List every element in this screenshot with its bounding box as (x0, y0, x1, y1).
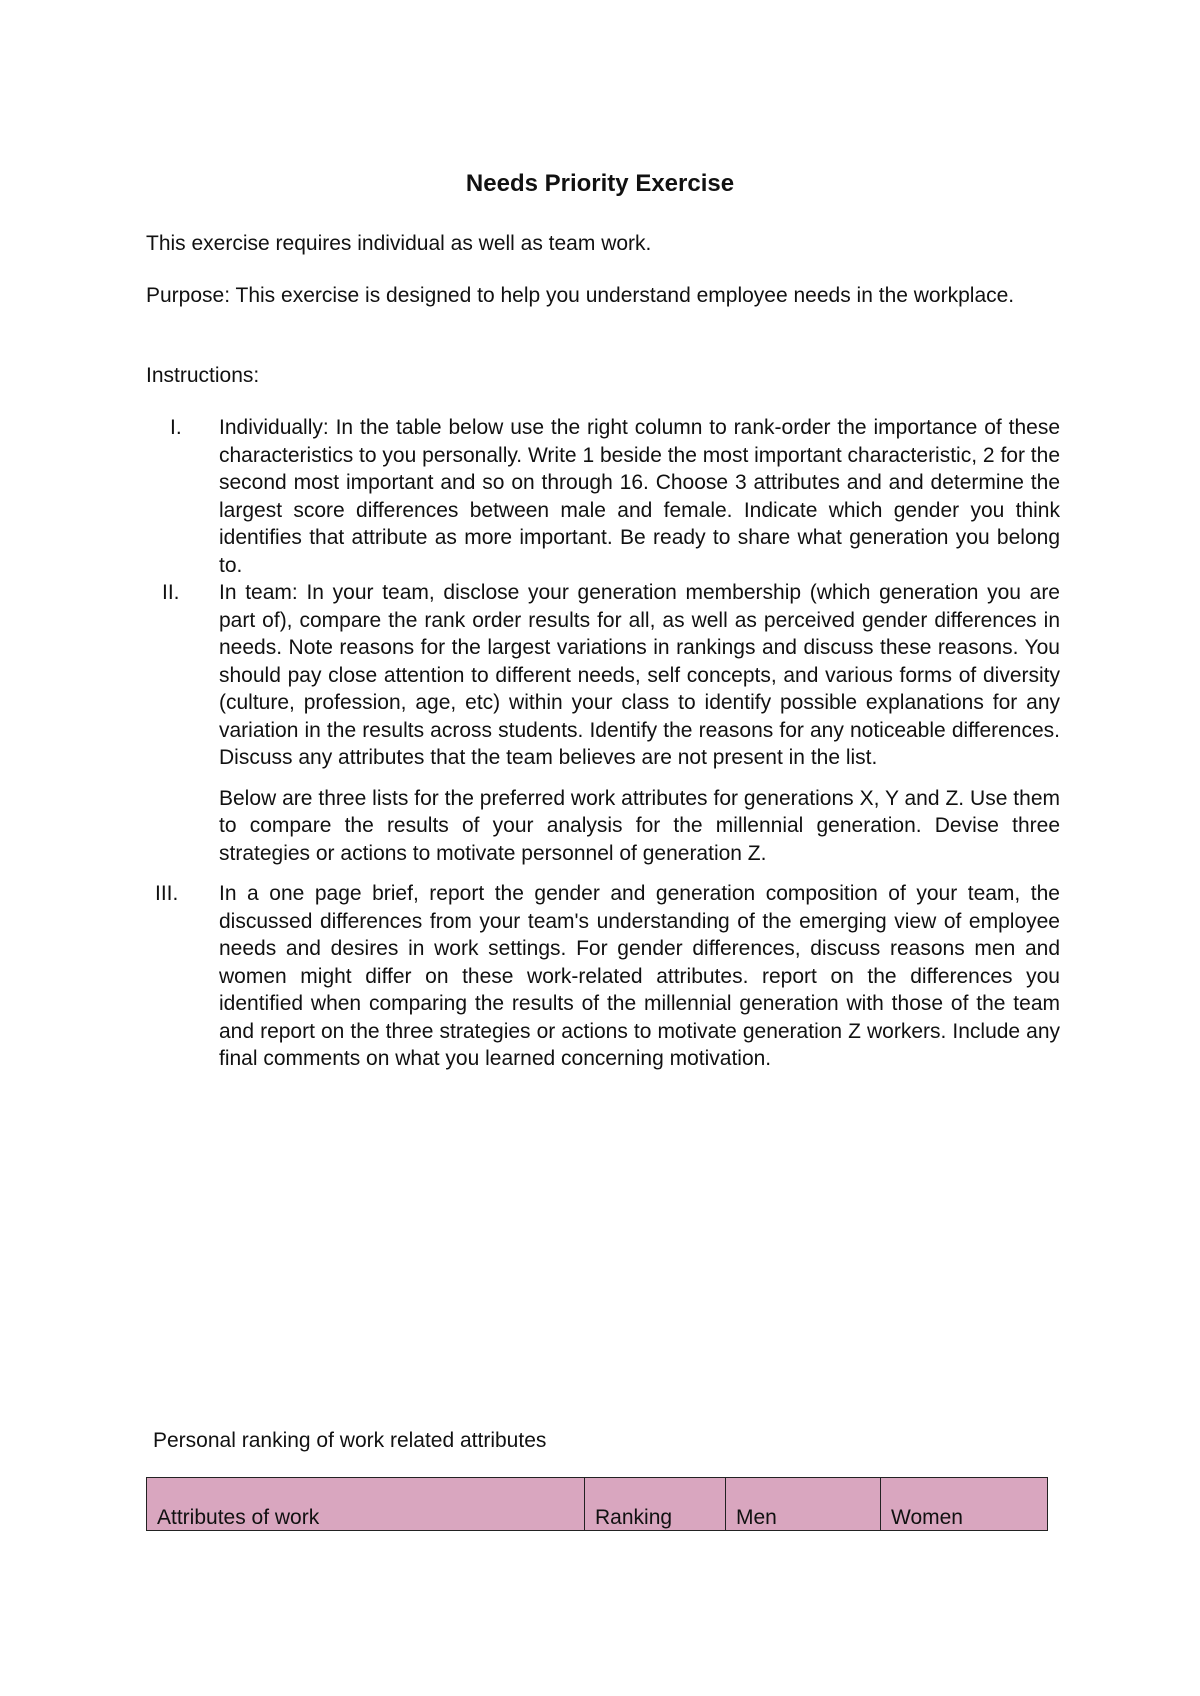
instruction-numeral: II. (162, 581, 180, 604)
column-header-attributes: Attributes of work (147, 1478, 585, 1531)
purpose-text: Purpose: This exercise is designed to help you understand employee needs in the workplace. (146, 284, 1015, 307)
instructions-label: Instructions: (146, 364, 260, 387)
table-caption: Personal ranking of work related attributes (153, 1429, 547, 1452)
instruction-numeral: III. (155, 882, 179, 905)
column-header-men: Men (726, 1478, 881, 1531)
column-header-ranking: Ranking (585, 1478, 726, 1531)
intro-text: This exercise requires individual as well as team work. (146, 232, 652, 255)
instruction-text: Individually: In the table below use the right column to rank-order the importance of these characteristics to you personally. Write 1 beside the most important characteristic, 2 for the second most important and so on through 16. Choose 3 attributes and and determine the largest score differences between male and female. Indicate which gender you think identifies that attribute as more important. Be ready to share what generation you belong to. (219, 416, 1060, 577)
instruction-item (146, 880, 1060, 1073)
instructions-list (146, 414, 1060, 1073)
page-title: Needs Priority Exercise (465, 170, 735, 197)
instruction-text: In a one page brief, report the gender and generation composition of your team, the discussed differences from your team's understanding of the emerging view of employee needs and desires in work settings. For gender differences, discuss reasons men and women might differ on these work-related attributes. report on the differences you identified when comparing the results of the millennial generation with those of the team and report on the three strategies or actions to motivate generation Z workers. Include any final comments on what you learned concerning motivation. (219, 882, 1060, 1070)
table-header-row (147, 1478, 1048, 1531)
instruction-item (146, 414, 1060, 579)
instruction-numeral: I. (170, 416, 182, 439)
column-header-women: Women (881, 1478, 1048, 1531)
instruction-subtext: Below are three lists for the preferred work attributes for generations X, Y and Z. Use them to compare the results of your analysis for the millennial generation. Devise three strategies or actions to motivate personnel of generation Z. (219, 786, 1060, 865)
instruction-text: In team: In your team, disclose your generation membership (which generation you are part of), compare the rank order results for all, as well as perceived gender differences in needs. Note reasons for the largest variations in rankings and discuss these reasons. You should pay close attention to different needs, self concepts, and various forms of diversity (culture, profession, age, etc) within your class to identify possible explanations for any variation in the results across students. Identify the reasons for any noticeable differences. Discuss any attributes that the team believes are not present in the list. (219, 581, 1060, 769)
ranking-table (146, 1477, 1048, 1531)
instruction-item (146, 579, 1060, 772)
